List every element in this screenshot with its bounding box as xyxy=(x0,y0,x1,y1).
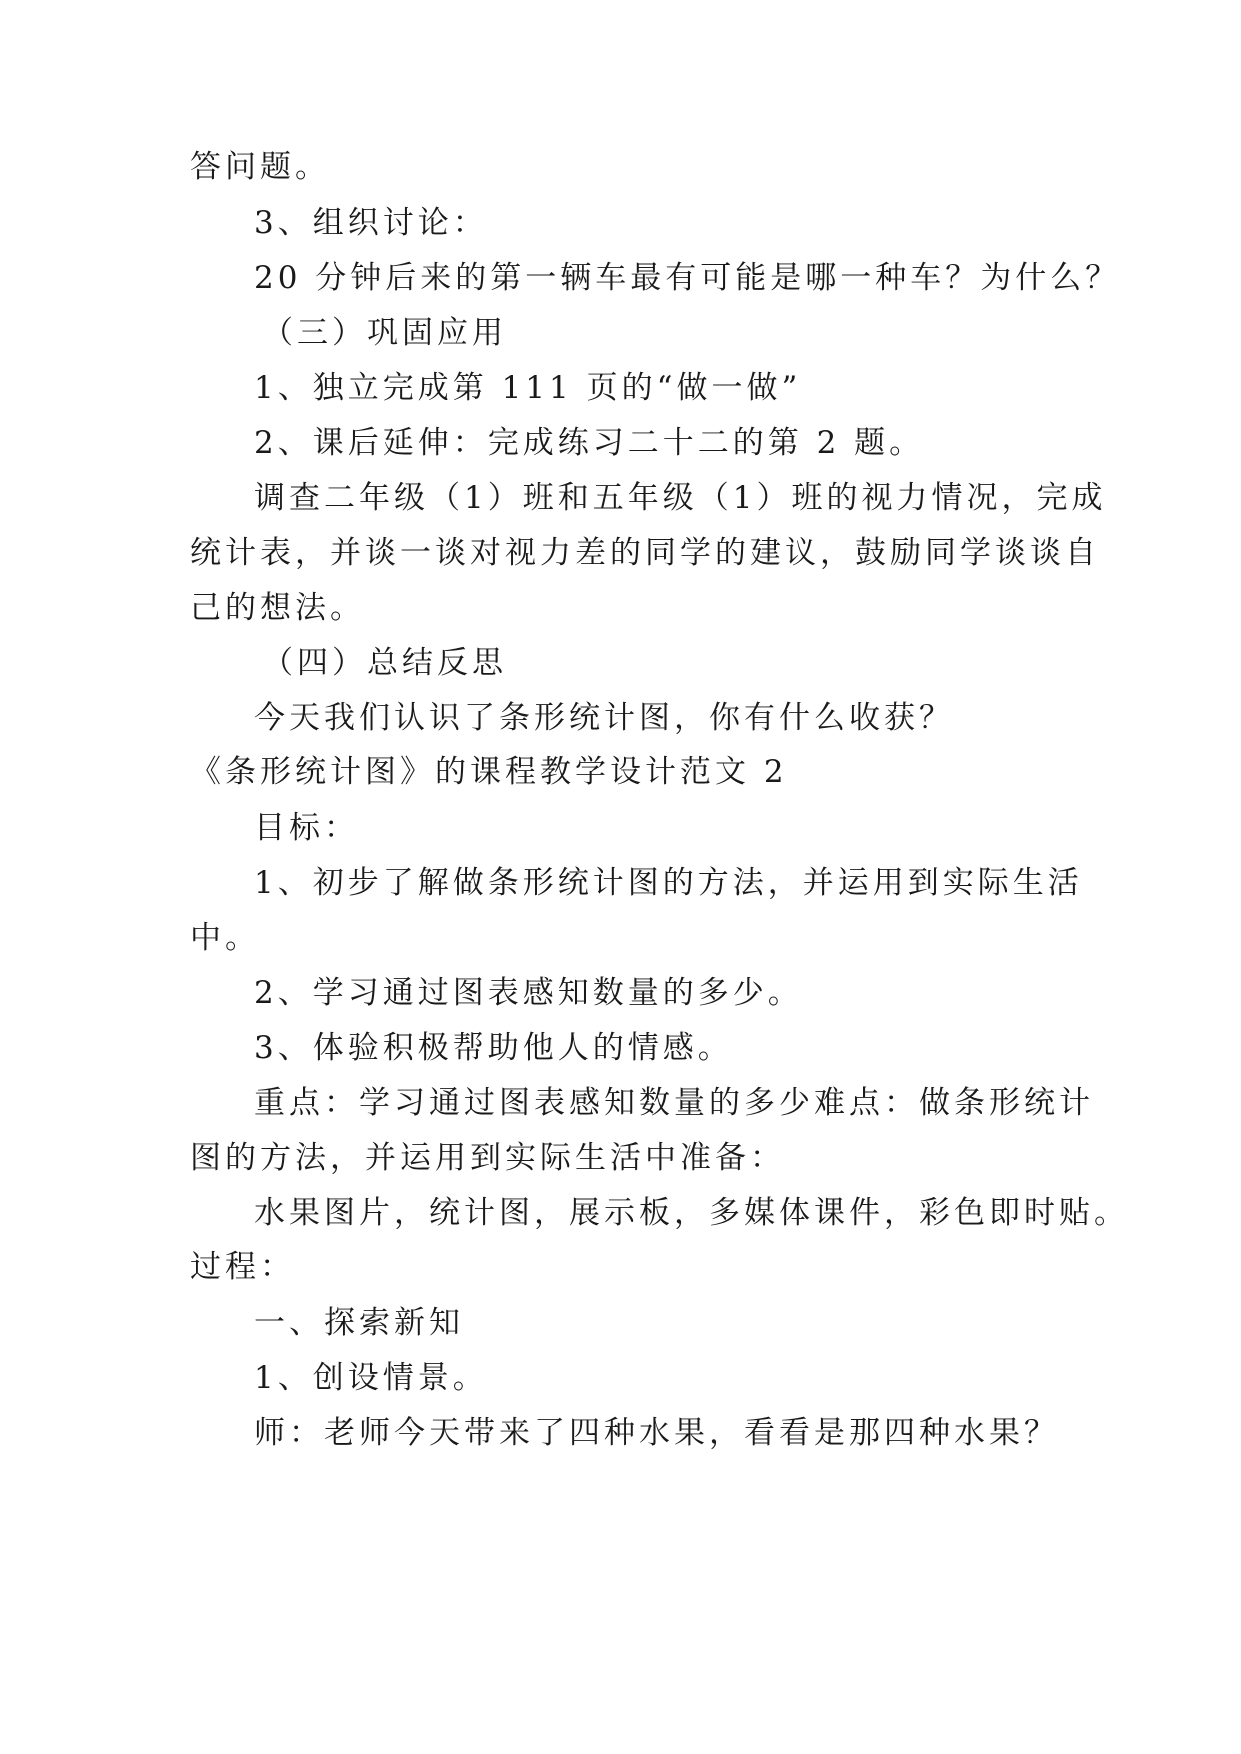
text-line: 2、学习通过图表感知数量的多少。 xyxy=(254,975,803,1011)
text-line: 过程： xyxy=(190,1249,295,1285)
text-line: 重点：学习通过图表感知数量的多少难点：做条形统计 xyxy=(254,1085,1094,1121)
section-heading: 一、探索新知 xyxy=(254,1305,464,1341)
text-line: 师：老师今天带来了四种水果，看看是那四种水果？ xyxy=(254,1415,1059,1451)
text-line: 水果图片，统计图，展示板，多媒体课件，彩色即时贴。 xyxy=(254,1195,1129,1231)
text-line: 3、体验积极帮助他人的情感。 xyxy=(254,1030,733,1066)
text-line: 1、初步了解做条形统计图的方法，并运用到实际生活 xyxy=(254,865,1083,901)
document-title: 《条形统计图》的课程教学设计范文 2 xyxy=(190,754,788,790)
text-line: 图的方法，并运用到实际生活中准备： xyxy=(190,1140,785,1176)
text-line: 调查二年级（1）班和五年级（1）班的视力情况，完成 xyxy=(254,480,1107,516)
text-line: 中。 xyxy=(190,920,260,956)
text-line: 答问题。 xyxy=(190,149,330,185)
text-line: 目标： xyxy=(254,810,359,846)
text-line: 1、独立完成第 111 页的“做一做” xyxy=(254,370,802,406)
text-line: 统计表，并谈一谈对视力差的同学的建议，鼓励同学谈谈自 xyxy=(190,535,1100,571)
text-line: 1、创设情景。 xyxy=(254,1360,488,1396)
text-line: 2、课后延伸：完成练习二十二的第 2 题。 xyxy=(254,425,925,461)
section-heading: （三）巩固应用 xyxy=(262,315,507,351)
text-line: 今天我们认识了条形统计图，你有什么收获？ xyxy=(254,700,954,736)
text-line: 3、组织讨论： xyxy=(254,205,488,241)
section-heading: （四）总结反思 xyxy=(262,645,507,681)
text-line: 20 分钟后来的第一辆车最有可能是哪一种车？为什么？ xyxy=(254,260,1121,296)
text-line: 己的想法。 xyxy=(190,590,365,626)
